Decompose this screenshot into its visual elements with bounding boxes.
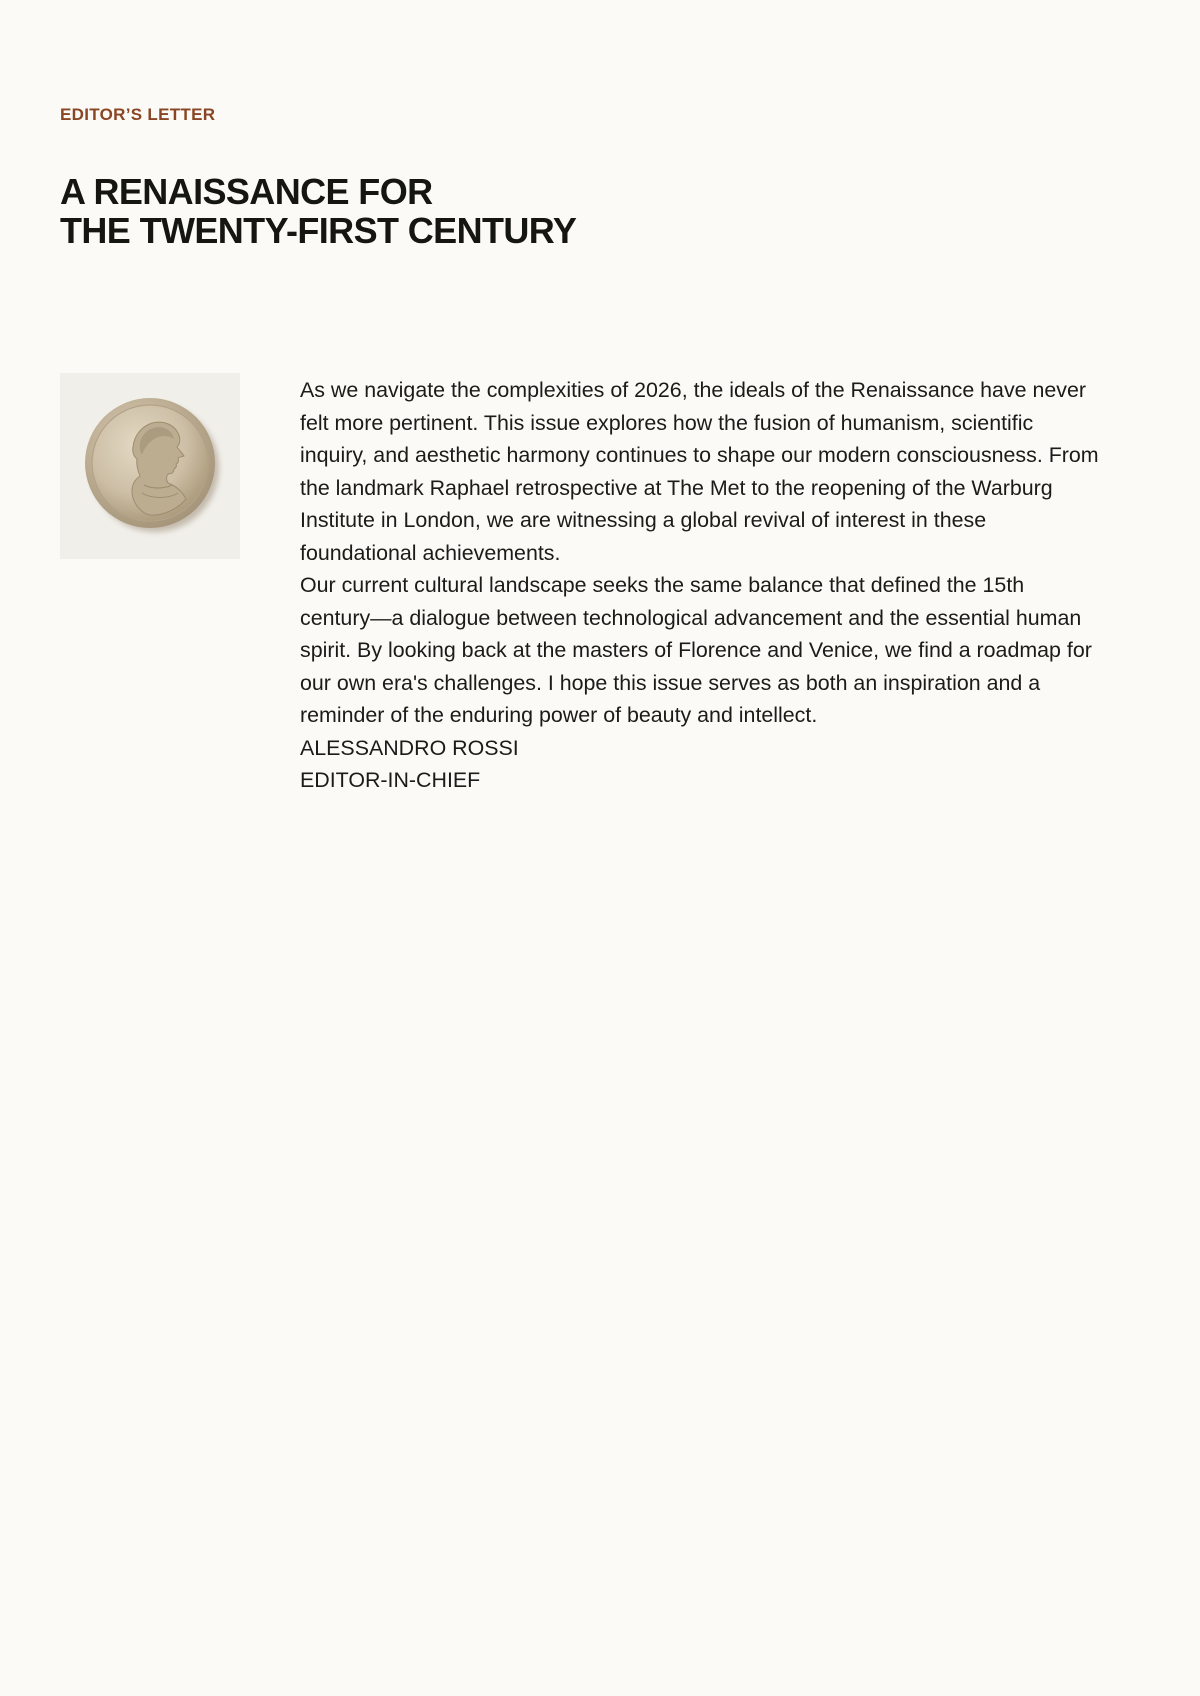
editor-portrait-image (60, 373, 240, 559)
letter-paragraph-1: As we navigate the complexities of 2026, the ideals of the Renaissance have never felt more pertinent. This issue explores how the fusion of humanism, scientific inquiry, and aesthetic harmony continues to shape our modern consciousness. From the landmark Raphael retrospective at The Met to the reopening of the Warburg Institute in London, we are witnessing a global revival of interest in these foundational achievements. (300, 378, 1099, 565)
author-role: EDITOR-IN-CHIEF (300, 768, 481, 792)
letter-body (300, 374, 1100, 797)
page-title-line-1: A RENAISSANCE FOR (60, 171, 433, 212)
letter-paragraph-2: Our current cultural landscape seeks the same balance that defined the 15th century—a dialogue between technological advancement and the essential human spirit. By looking back at the masters of Florence and Venice, we find a roadmap for our own era's challenges. I hope this issue serves as both an inspiration and a reminder of the enduring power of beauty and intellect. (300, 573, 1092, 727)
author-name: ALESSANDRO ROSSI (300, 735, 519, 760)
medallion-profile-portrait-icon (60, 373, 240, 559)
section-label: EDITOR’S LETTER (60, 105, 216, 124)
page-title (60, 172, 576, 250)
page-title-line-2: THE TWENTY-FIRST CENTURY (60, 210, 577, 251)
